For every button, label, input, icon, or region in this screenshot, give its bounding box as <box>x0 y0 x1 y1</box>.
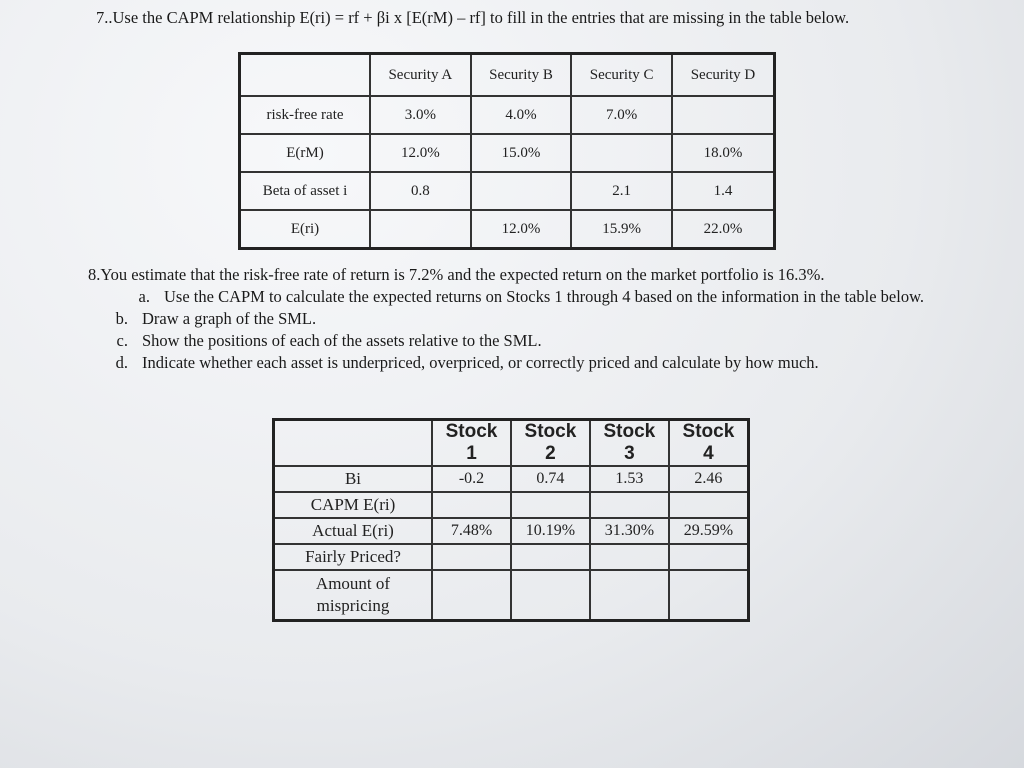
header-cell <box>432 420 511 467</box>
table-cell: 29.59% <box>669 518 749 544</box>
table-cell <box>672 96 775 134</box>
row-label: Amount of mispricing <box>274 570 433 621</box>
table-cell: 18.0% <box>672 134 775 172</box>
header-cell <box>240 54 371 97</box>
row-label: Fairly Priced? <box>274 544 433 570</box>
table-cell <box>471 172 572 210</box>
table-cell: 0.74 <box>511 466 590 492</box>
row-label: CAPM E(ri) <box>274 492 433 518</box>
table-cell: 2.46 <box>669 466 749 492</box>
table-cell <box>370 210 471 249</box>
header-cell <box>511 420 590 467</box>
question-8-item-b <box>88 308 948 330</box>
table-cell: 7.48% <box>432 518 511 544</box>
item-marker: c. <box>116 331 128 350</box>
item-text: Draw a graph of the SML. <box>142 309 317 328</box>
table-row <box>274 466 749 492</box>
table-cell <box>590 570 669 621</box>
capm-table <box>238 52 776 250</box>
table-cell: 2.1 <box>571 172 672 210</box>
table-cell <box>511 492 590 518</box>
table-cell <box>432 570 511 621</box>
table-cell: 22.0% <box>672 210 775 249</box>
header-line: Stock <box>682 421 735 442</box>
table-cell: 4.0% <box>471 96 572 134</box>
row-label: Bi <box>274 466 433 492</box>
item-marker: d. <box>115 353 128 372</box>
header-cell: Security B <box>471 54 572 97</box>
header-cell: Security D <box>672 54 775 97</box>
header-cell: Security C <box>571 54 672 97</box>
header-line: 2 <box>545 443 556 464</box>
table-cell: 12.0% <box>471 210 572 249</box>
header-line: Stock <box>524 421 577 442</box>
table-cell: 31.30% <box>590 518 669 544</box>
item-text: Use the CAPM to calculate the expected returns on Stocks 1 through 4 based on the information in the table below. <box>164 287 925 306</box>
table-cell <box>571 134 672 172</box>
table-header-row <box>240 54 775 97</box>
table-cell <box>590 492 669 518</box>
row-label: risk-free rate <box>240 96 371 134</box>
table-cell: 12.0% <box>370 134 471 172</box>
table-row <box>274 518 749 544</box>
row-label: E(ri) <box>240 210 371 249</box>
table-cell: 1.53 <box>590 466 669 492</box>
row-label: Beta of asset i <box>240 172 371 210</box>
table-cell <box>511 570 590 621</box>
table-row <box>274 544 749 570</box>
table-row <box>240 210 775 249</box>
table-row <box>240 172 775 210</box>
table-cell: -0.2 <box>432 466 511 492</box>
header-line: Stock <box>445 421 498 442</box>
item-marker: b. <box>115 309 128 328</box>
table-row <box>240 96 775 134</box>
question-8-item-d <box>88 352 948 374</box>
item-text: Show the positions of each of the assets relative to the SML. <box>142 331 542 350</box>
row-label: E(rM) <box>240 134 371 172</box>
table-cell <box>669 570 749 621</box>
table-row <box>240 134 775 172</box>
table-row <box>274 570 749 621</box>
question-7-text: 7..Use the CAPM relationship E(ri) = rf + βi x [E(rM) – rf] to fill in the entries that are missing in the table below. <box>96 8 850 27</box>
table-header-row <box>274 420 749 467</box>
table-cell <box>669 544 749 570</box>
stocks-table <box>272 418 750 622</box>
table-cell <box>511 544 590 570</box>
item-text: Indicate whether each asset is underpriced, overpriced, or correctly priced and calculate by how much. <box>142 353 819 372</box>
table-row <box>274 492 749 518</box>
table-cell: 3.0% <box>370 96 471 134</box>
table-cell <box>590 544 669 570</box>
question-8 <box>88 264 948 374</box>
header-cell: Security A <box>370 54 471 97</box>
header-line: 3 <box>624 443 635 464</box>
header-cell <box>590 420 669 467</box>
table-cell: 1.4 <box>672 172 775 210</box>
header-cell-empty <box>274 420 433 467</box>
table-cell <box>669 492 749 518</box>
table-cell: 7.0% <box>571 96 672 134</box>
row-label: Actual E(ri) <box>274 518 433 544</box>
item-marker: a. <box>138 287 150 306</box>
table-cell: 0.8 <box>370 172 471 210</box>
header-line: 4 <box>703 443 714 464</box>
header-line: 1 <box>466 443 477 464</box>
table-cell: 15.0% <box>471 134 572 172</box>
table-cell: 15.9% <box>571 210 672 249</box>
question-8-intro: 8.You estimate that the risk-free rate of return is 7.2% and the expected return on the market portfolio is 16.3%. <box>88 265 825 284</box>
table-cell <box>432 544 511 570</box>
question-8-item-c <box>88 330 948 352</box>
question-8-item-a <box>88 286 948 308</box>
table-cell <box>432 492 511 518</box>
header-line: Stock <box>603 421 656 442</box>
table-cell: 10.19% <box>511 518 590 544</box>
header-cell <box>669 420 749 467</box>
